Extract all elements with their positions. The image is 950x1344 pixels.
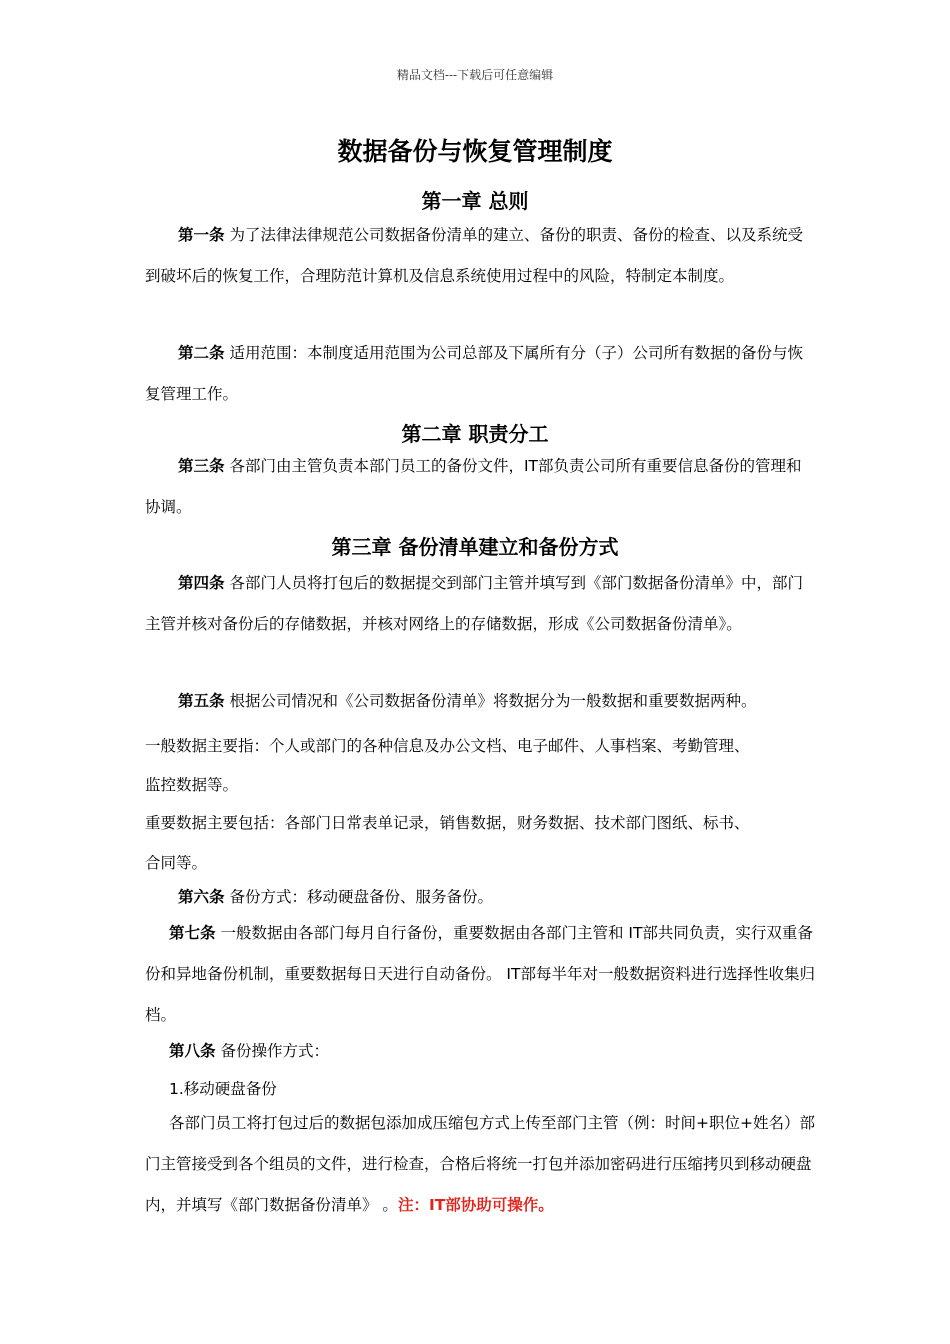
chapter-2-heading: 第二章 职责分工 <box>401 422 549 446</box>
chapter-3-heading: 第三章 备份清单建立和备份方式 <box>331 535 619 559</box>
article-1 <box>145 215 815 297</box>
article-7 <box>145 913 815 1036</box>
it-assist-note: 注：IT部协助可操作。 <box>397 1196 554 1214</box>
article-6-text: 备份方式：移动硬盘备份、服务备份。 <box>229 888 493 906</box>
article-8-label: 第八条 <box>169 1042 216 1060</box>
article-7-label: 第七条 <box>169 924 216 942</box>
list-item-1-heading: 1.移动硬盘备份 <box>169 1080 277 1098</box>
article-7-text: 一般数据由各部门每月自行备份，重要数据由各部门主管和 IT部共同负责，实行双重备份和异地备份机制，重要数据每日天进行自动备份。 IT部每半年对一般数据资料进行选择性收集归档。 <box>145 924 815 1024</box>
important-data-line-1: 重要数据主要包括：各部门日常表单记录，销售数据，财务数据、技术部门图纸、标书、 <box>145 814 750 832</box>
document-title: 数据备份与恢复管理制度 <box>337 137 613 166</box>
article-8 <box>145 1031 815 1072</box>
list-item-1-text: 各部门员工将打包过后的数据包添加成压缩包方式上传至部门主管（例：时间+职位+姓名）部门主管接受到各个组员的文件，进行检查，合格后将统一打包并添加密码进行压缩拷贝到移动硬盘内，并填写《部门数据备份清单》 。 <box>145 1114 815 1214</box>
list-item-1-body <box>145 1103 815 1226</box>
header-note: 精品文档---下载后可任意编辑 <box>396 68 554 82</box>
article-4-text: 各部门人员将打包后的数据提交到部门主管并填写到《部门数据备份清单》中，部门主管并核对备份后的存储数据，并核对网络上的存储数据，形成《公司数据备份清单》。 <box>145 574 803 633</box>
article-4-label: 第四条 <box>178 574 225 592</box>
article-2 <box>145 333 815 415</box>
article-5-text: 根据公司情况和《公司数据备份清单》将数据分为一般数据和重要数据两种。 <box>229 692 757 710</box>
article-1-text: 为了法律法律规范公司数据备份清单的建立、备份的职责、备份的检查、以及系统受到破坏后的恢复工作，合理防范计算机及信息系统使用过程中的风险，特制定本制度。 <box>145 226 803 285</box>
article-2-text: 适用范围：本制度适用范围为公司总部及下属所有分（子）公司所有数据的备份与恢复管理工作。 <box>145 344 803 403</box>
article-6 <box>145 877 815 918</box>
article-8-text: 备份操作方式： <box>220 1042 329 1060</box>
article-5 <box>145 681 815 722</box>
article-4 <box>145 563 815 645</box>
article-2-label: 第二条 <box>178 344 225 362</box>
article-3-label: 第三条 <box>178 457 225 475</box>
article-3 <box>145 446 815 528</box>
article-5-label: 第五条 <box>178 692 225 710</box>
general-data-line-1: 一般数据主要指：个人或部门的各种信息及办公文档、电子邮件、人事档案、考勤管理、 <box>145 737 750 755</box>
article-1-label: 第一条 <box>178 226 225 244</box>
article-3-text: 各部门由主管负责本部门员工的备份文件，IT部负责公司所有重要信息备份的管理和协调。 <box>145 457 802 516</box>
general-data-line-2: 监控数据等。 <box>145 776 239 794</box>
chapter-1-heading: 第一章 总则 <box>421 189 529 213</box>
article-6-label: 第六条 <box>178 888 225 906</box>
important-data-line-2: 合同等。 <box>145 854 208 872</box>
